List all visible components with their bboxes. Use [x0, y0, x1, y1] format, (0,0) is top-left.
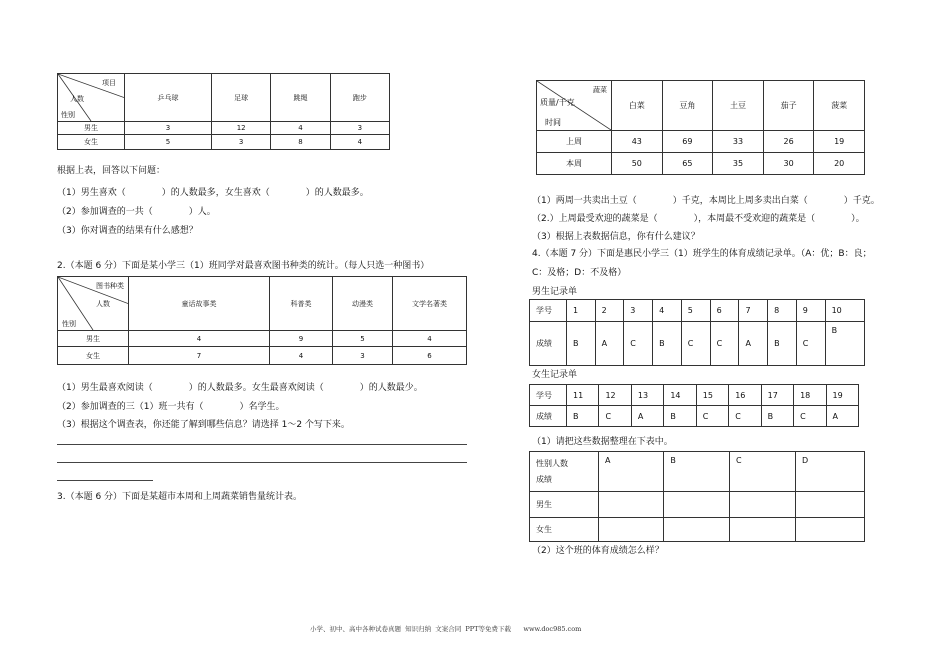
- column-header: C: [729, 452, 795, 492]
- cell: 5: [681, 300, 710, 322]
- cell: C: [696, 406, 728, 427]
- diag-mid-label: 人数: [70, 95, 84, 103]
- answer-cell: [729, 492, 795, 518]
- answer-cell: [729, 518, 795, 542]
- q2-title: 2.（本题 6 分）下面是某小学三（1）班同学对最喜欢图书种类的统计。（每人只选一种图书）: [57, 261, 430, 271]
- cell: 26: [763, 131, 814, 153]
- q3-line-1: （1）两周一共卖出土豆（ ）千克，本周比上周多卖出白菜（ ）千克。: [532, 196, 880, 206]
- cell: 50: [612, 153, 663, 175]
- cell: C: [710, 322, 739, 366]
- cell: 3: [330, 122, 389, 135]
- cell: 69: [662, 131, 713, 153]
- answer-line: [57, 444, 467, 445]
- cell: 17: [761, 385, 793, 406]
- cell: 19: [826, 385, 859, 406]
- q1-line-3: （3）你对调查的结果有什么感想？: [57, 226, 198, 236]
- cell: 3: [212, 135, 271, 150]
- cell: 19: [814, 131, 865, 153]
- diag-bot-label: 时间: [545, 118, 561, 127]
- book-survey-table: [57, 276, 467, 365]
- cell: 11: [567, 385, 599, 406]
- cell: 4: [129, 331, 270, 347]
- column-header: 文学名著类: [393, 277, 467, 331]
- num-label: 学号: [530, 300, 567, 322]
- q4-title-line-2: C：及格；D：不及格）: [532, 268, 627, 278]
- grade-summary-table: [529, 451, 865, 542]
- cell: 6: [393, 347, 467, 365]
- diagonal-header-cell: [537, 81, 612, 131]
- girls-record-table: [529, 384, 859, 427]
- cell: 20: [814, 153, 865, 175]
- table-row: [530, 518, 865, 542]
- diagonal-header-cell: [58, 74, 125, 122]
- column-header: 足球: [212, 74, 271, 122]
- cell: B: [567, 322, 596, 366]
- cell: 4: [653, 300, 682, 322]
- boys-record-table: [529, 299, 865, 366]
- page-footer: 小学、初中、高中各种试卷真题 知识归纳 文案合同 PPT等免费下载 www.doc985.com: [310, 625, 582, 633]
- table-row: [58, 331, 467, 347]
- cell: C: [796, 322, 825, 366]
- cell: 13: [631, 385, 663, 406]
- table-row: [58, 135, 390, 150]
- column-header: 跳绳: [271, 74, 330, 122]
- diag-bot-label: 性别: [62, 320, 76, 328]
- cell: B: [825, 322, 864, 366]
- column-header: A: [599, 452, 664, 492]
- row-label: 女生: [58, 347, 129, 365]
- answer-cell: [795, 518, 864, 542]
- cell: A: [826, 406, 859, 427]
- answer-cell: [599, 518, 664, 542]
- cell: 18: [794, 385, 826, 406]
- diagonal-header-cell: [58, 277, 129, 331]
- column-header: 科普类: [270, 277, 333, 331]
- cell: B: [653, 322, 682, 366]
- table-row: [537, 131, 865, 153]
- cell: A: [631, 406, 663, 427]
- q1-line-1: （1）男生喜欢（ ）的人数最多，女生喜欢（ ）的人数最多。: [57, 188, 369, 198]
- column-header: 跑步: [330, 74, 389, 122]
- answer-cell: [599, 492, 664, 518]
- table-row: [530, 492, 865, 518]
- table-row: [537, 153, 865, 175]
- row-label: 男生: [58, 122, 125, 135]
- answer-line: [57, 480, 153, 481]
- cell: C: [599, 406, 631, 427]
- q3-title: 3.（本题 6 分）下面是某超市本周和上周蔬菜销售量统计表。: [57, 492, 303, 502]
- column-header: 童话故事类: [129, 277, 270, 331]
- boys-record-title: 男生记录单: [532, 287, 578, 297]
- corner-cell: [530, 452, 599, 492]
- sports-survey-table: [57, 73, 390, 150]
- cell: 4: [330, 135, 389, 150]
- cell: B: [567, 406, 599, 427]
- column-header: 豆角: [662, 81, 713, 131]
- corner-line-2: 成绩: [536, 474, 552, 484]
- q3-line-3: （3）根据上表数据信息，你有什么建议？: [532, 232, 700, 242]
- cell: 12: [212, 122, 271, 135]
- score-label: 成绩: [530, 406, 567, 427]
- column-header: 土豆: [713, 81, 764, 131]
- answer-cell: [664, 492, 730, 518]
- cell: C: [681, 322, 710, 366]
- vegetable-sales-table: [536, 80, 865, 175]
- cell: C: [729, 406, 761, 427]
- cell: 5: [125, 135, 212, 150]
- q2-line-2: （2）参加调查的三（1）班一共有（ ）名学生。: [57, 402, 285, 412]
- q4-title-line-1: 4.（本题 7 分）下面是惠民小学三（1）班学生的体育成绩记录单。（A：优；B：良；: [532, 249, 872, 259]
- cell: B: [761, 406, 793, 427]
- diag-bot-label: 性别: [61, 111, 75, 119]
- diag-mid-label: 质量/千克: [540, 98, 575, 107]
- cell: C: [794, 406, 826, 427]
- cell: 14: [664, 385, 696, 406]
- cell: 7: [129, 347, 270, 365]
- answer-line: [57, 462, 467, 463]
- column-header: 菠菜: [814, 81, 865, 131]
- row-label: 男生: [530, 492, 599, 518]
- corner-line-1: 性别人数: [536, 458, 568, 468]
- cell: 4: [270, 347, 333, 365]
- cell: 4: [271, 122, 330, 135]
- q1-line-2: （2）参加调查的一共（ ）人。: [57, 207, 216, 217]
- cell: 7: [739, 300, 768, 322]
- diag-mid-label: 人数: [96, 300, 110, 308]
- q4-sub-2: （2）这个班的体育成绩怎么样？: [532, 546, 664, 556]
- cell: 8: [768, 300, 797, 322]
- cell: 35: [713, 153, 764, 175]
- cell: 15: [696, 385, 728, 406]
- answer-cell: [664, 518, 730, 542]
- cell: A: [739, 322, 768, 366]
- row-label: 男生: [58, 331, 129, 347]
- cell: B: [768, 322, 797, 366]
- cell: C: [624, 322, 653, 366]
- diag-top-label: 图书种类: [96, 282, 124, 290]
- answer-cell: [795, 492, 864, 518]
- cell: 10: [825, 300, 864, 322]
- cell: 8: [271, 135, 330, 150]
- cell: 30: [763, 153, 814, 175]
- column-header: 白菜: [612, 81, 663, 131]
- cell: 16: [729, 385, 761, 406]
- num-label: 学号: [530, 385, 567, 406]
- cell: 9: [796, 300, 825, 322]
- cell: B: [664, 406, 696, 427]
- cell: 1: [567, 300, 596, 322]
- column-header: 乒乓球: [125, 74, 212, 122]
- cell: 12: [599, 385, 631, 406]
- cell: 6: [710, 300, 739, 322]
- cell: 43: [612, 131, 663, 153]
- cell: 4: [393, 331, 467, 347]
- q2-line-1: （1）男生最喜欢阅读（ ）的人数最多。女生最喜欢阅读（ ）的人数最少。: [57, 383, 423, 393]
- girls-record-title: 女生记录单: [532, 370, 578, 380]
- row-label: 女生: [530, 518, 599, 542]
- table-row: [58, 122, 390, 135]
- column-header: D: [795, 452, 864, 492]
- q2-line-3: （3）根据这个调查表，你还能了解到哪些信息？请选择 1～2 个写下来。: [57, 420, 350, 430]
- cell: 65: [662, 153, 713, 175]
- row-label: 上周: [537, 131, 612, 153]
- cell: 3: [333, 347, 393, 365]
- table-row: [58, 347, 467, 365]
- cell: A: [595, 322, 624, 366]
- q1-intro: 根据上表，回答以下问题：: [57, 166, 166, 176]
- row-label: 本周: [537, 153, 612, 175]
- column-header: B: [664, 452, 730, 492]
- cell: 9: [270, 331, 333, 347]
- diag-top-label: 项目: [102, 79, 116, 87]
- column-header: 动漫类: [333, 277, 393, 331]
- score-label: 成绩: [530, 322, 567, 366]
- column-header: 茄子: [763, 81, 814, 131]
- cell: 3: [624, 300, 653, 322]
- diag-top-label: 蔬菜: [593, 86, 607, 94]
- cell: 3: [125, 122, 212, 135]
- cell: 33: [713, 131, 764, 153]
- q4-sub-1: （1）请把这些数据整理在下表中。: [532, 437, 673, 447]
- q3-line-2: （2.）上周最受欢迎的蔬菜是（ ），本周最不受欢迎的蔬菜是（ ）。: [532, 214, 865, 224]
- row-label: 女生: [58, 135, 125, 150]
- cell: 5: [333, 331, 393, 347]
- cell: 2: [595, 300, 624, 322]
